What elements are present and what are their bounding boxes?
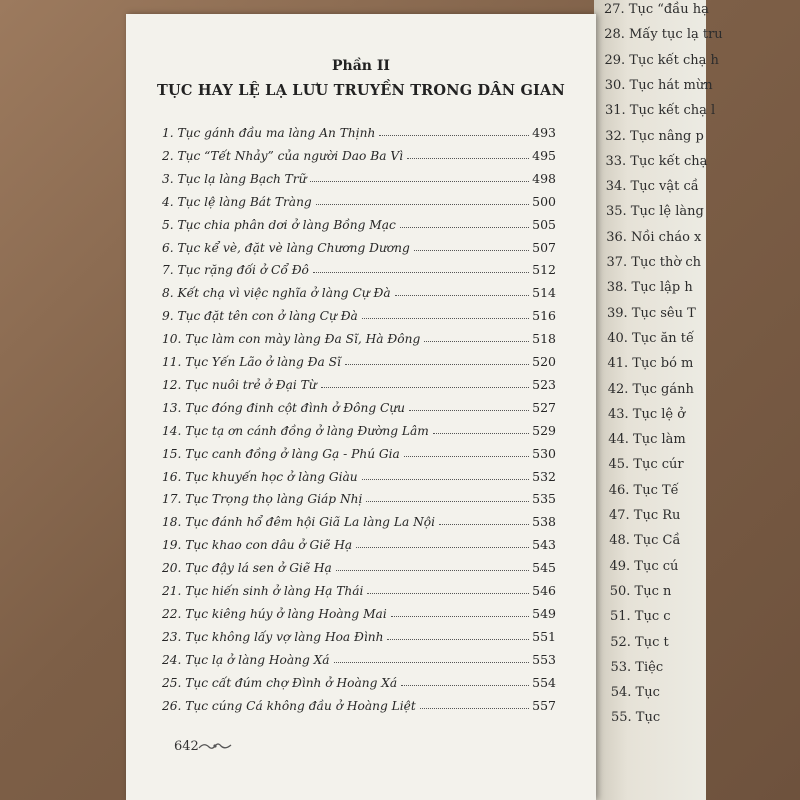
toc-entry-page: 512 — [532, 262, 556, 278]
toc-entry-title: 23. Tục không lấy vợ làng Hoa Đình — [162, 629, 384, 644]
toc-entry-page: 532 — [532, 468, 556, 484]
toc-entry-title: 22. Tục kiêng húy ở làng Hoàng Mai — [162, 606, 387, 621]
toc-entry-page: 545 — [532, 560, 556, 576]
right-page-entry: 46. Tục Tế — [608, 482, 679, 498]
right-page-entry: 30. Tục hát mừn — [604, 77, 713, 93]
page-number: 642 — [174, 739, 199, 754]
toc-entry-page: 498 — [532, 170, 556, 186]
toc-entry-title: 14. Tục tạ ơn cánh đồng ở làng Đường Lâm — [162, 423, 429, 438]
toc-entry-page: 505 — [532, 216, 556, 232]
right-page-entry: 28. Mấy tục lạ tru — [604, 27, 723, 43]
right-page-entry: 50. Tục n — [609, 583, 672, 599]
toc-entry-title: 4. Tục lệ làng Bát Tràng — [162, 194, 312, 209]
toc-entry-page: 554 — [532, 674, 556, 690]
toc-entry-title: 1. Tục gánh đầu ma làng An Thịnh — [162, 126, 376, 140]
toc-entry-title: 26. Tục cúng Cá không đầu ở Hoàng Liệt — [162, 698, 416, 713]
toc-entry-page: 493 — [532, 125, 556, 140]
right-page-entry: 55. Tục — [611, 710, 661, 726]
toc-entry-page: 520 — [532, 354, 556, 369]
right-page-entry: 42. Tục gánh — [607, 381, 694, 397]
toc-entry-title: 18. Tục đánh hổ đêm hội Giã La làng La Nội — [162, 515, 435, 530]
right-page-entry: 33. Tục kết chạ — [605, 153, 708, 169]
part-title: TỤC HAY LỆ LẠ LƯU TRUYỀN TRONG DÂN GIAN — [157, 82, 565, 99]
right-page-entry: 53. Tiệc — [610, 659, 664, 675]
toc-entry-title: 20. Tục đậy lá sen ở Giẽ Hạ — [162, 561, 332, 576]
right-page-entry: 37. Tục thờ ch — [606, 255, 701, 270]
toc-entry-title: 15. Tục canh đồng ở làng Gạ - Phú Gia — [162, 446, 400, 461]
toc-entry-title: 6. Tục kể vè, đặt vè làng Chương Dương — [162, 240, 410, 255]
toc-entry-page: 514 — [532, 285, 556, 301]
toc-entry-title: 19. Tục khao con dâu ở Giẽ Hạ — [162, 538, 353, 553]
toc-entry-page: 557 — [532, 697, 556, 713]
right-page-entry: 40. Tục ăn tế — [607, 330, 694, 346]
right-page-entry: 36. Nồi cháo x — [606, 229, 702, 245]
right-page-entry: 38. Tục lập h — [606, 280, 693, 296]
right-page-entry: 43. Tục lệ ở — [608, 406, 686, 422]
toc-entry-title: 8. Kết chạ vì việc nghĩa ở làng Cự Đà — [162, 286, 391, 301]
toc-entry-title: 21. Tục hiến sinh ở làng Hạ Thái — [162, 584, 364, 598]
right-page-entry: 47. Tục Ru — [609, 508, 681, 523]
toc-entry-title: 12. Tục nuôi trẻ ở Đại Từ — [162, 377, 317, 392]
toc-entry-page: 535 — [532, 491, 556, 507]
right-page-entry: 51. Tục c — [610, 609, 671, 625]
toc-entry-page: 523 — [532, 376, 556, 392]
right-page-entry: 29. Tục kết chạ h — [604, 52, 719, 68]
right-page-entry: 49. Tục cú — [609, 558, 679, 574]
right-page-entry: 31. Tục kết chạ l — [605, 103, 716, 119]
right-page — [594, 0, 723, 800]
toc-entry-title: 13. Tục đóng đinh cột đình ở Đông Cựu — [162, 400, 406, 415]
toc-entry-page: 500 — [532, 193, 556, 209]
right-page-entry: 41. Tục bó m — [607, 356, 694, 372]
toc-entry-page: 516 — [532, 308, 556, 324]
toc-entry-title: 10. Tục làm con mày làng Đa Sĩ, Hà Đông — [162, 332, 421, 347]
toc-entry-page: 530 — [532, 445, 556, 461]
right-page-entry: 48. Tục Cầ — [609, 533, 681, 549]
toc-entry-page: 551 — [532, 628, 556, 644]
toc-entry-page: 543 — [532, 537, 556, 553]
toc-entry-title: 17. Tục Trọng thọ làng Giáp Nhị — [162, 492, 363, 507]
toc-entry-page: 553 — [532, 651, 556, 667]
right-page-entry: 34. Tục vật cầ — [605, 179, 699, 195]
toc-entry-page: 518 — [532, 331, 556, 347]
toc-entry-title: 7. Tục rặng đối ở Cổ Đô — [162, 263, 309, 278]
toc-entry-title: 24. Tục lạ ở làng Hoàng Xá — [162, 652, 330, 667]
toc-entry-page: 546 — [532, 583, 556, 598]
toc-entry-page: 529 — [532, 422, 556, 438]
right-page-entry: 35. Tục lệ làng — [606, 204, 704, 220]
toc-entry-page: 549 — [532, 605, 556, 621]
right-page-entry: 52. Tục t — [610, 634, 669, 650]
right-page-entry: 27. Tục “đầu hạ — [604, 2, 709, 17]
toc-entry-page: 507 — [532, 239, 556, 255]
right-page-entry: 54. Tục — [610, 685, 660, 701]
left-page — [126, 14, 596, 800]
toc-entry-title: 5. Tục chia phân dơi ở làng Bồng Mạc — [162, 217, 396, 232]
right-page-entry: 39. Tục sêu T — [607, 305, 696, 321]
right-page-entry: 44. Tục làm — [608, 432, 686, 448]
toc-entry-title: 11. Tục Yến Lão ở làng Đa Sĩ — [162, 355, 341, 369]
toc-entry-title: 3. Tục lạ làng Bạch Trữ — [162, 171, 307, 186]
part-label: Phần II — [332, 58, 390, 74]
toc-entry-page: 527 — [532, 399, 556, 415]
toc-entry-title: 9. Tục đặt tên con ở làng Cự Đà — [162, 309, 358, 324]
right-page-entry: 45. Tục cúr — [608, 457, 684, 473]
toc-entry-title: 2. Tục “Tết Nhảy” của người Dao Ba Vì — [162, 148, 404, 163]
toc-entry-title: 16. Tục khuyến học ở làng Giàu — [162, 469, 358, 484]
toc-entry-page: 495 — [532, 147, 556, 163]
right-page-entry: 32. Tục nâng p — [605, 128, 704, 144]
ornament-icon — [198, 740, 232, 752]
toc-entry-title: 25. Tục cất đúm chợ Đình ở Hoàng Xá — [162, 675, 398, 690]
toc-entry-page: 538 — [532, 514, 556, 530]
